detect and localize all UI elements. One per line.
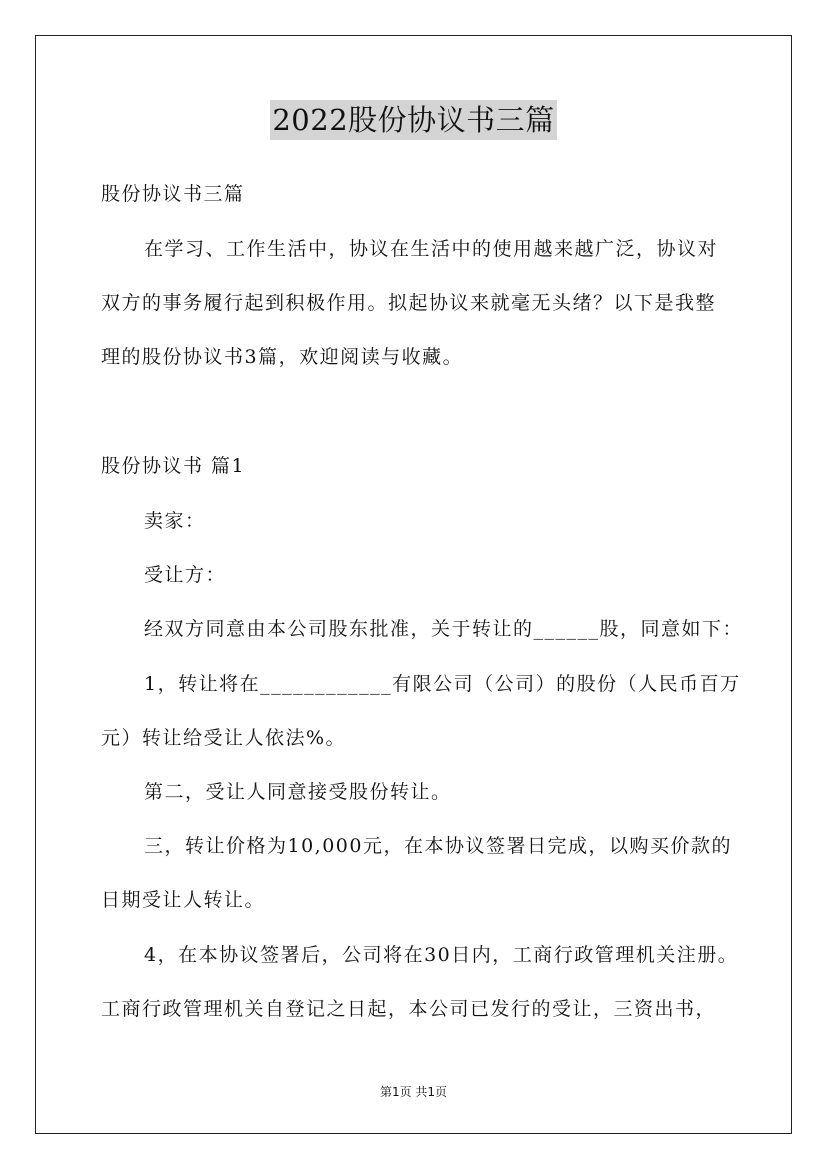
document-subtitle: 股份协议书三篇 <box>101 183 245 205</box>
intro-line-2: 双方的事务履行起到积极作用。拟起协议来就毫无头绪？以下是我整 <box>101 292 717 314</box>
body-line-clause-2: 第二，受让人同意接受股份转让。 <box>144 781 452 803</box>
body-line-agreement: 经双方同意由本公司股东批准，关于转让的______股，同意如下： <box>144 618 744 640</box>
body-line-seller: 卖家： <box>144 510 206 532</box>
title-container <box>0 100 827 140</box>
body-line-clause-3b: 日期受让人转让。 <box>101 889 266 911</box>
body-line-clause-1b: 元）转让给受让人依法%。 <box>101 727 347 749</box>
intro-line-3: 理的股份协议书3篇，欢迎阅读与收藏。 <box>101 346 464 368</box>
section-heading: 股份协议书 篇1 <box>101 455 246 477</box>
body-line-buyer: 受让方： <box>144 564 227 586</box>
body-line-clause-1a: 1，转让将在____________有限公司（公司）的股份（人民币百万 <box>144 673 741 695</box>
body-line-clause-3a: 三，转让价格为10,000元，在本协议签署日完成，以购买价款的 <box>144 835 732 857</box>
body-line-clause-4b: 工商行政管理机关自登记之日起，本公司已发行的受让，三资出书， <box>101 998 717 1020</box>
intro-line-1: 在学习、工作生活中，协议在生活中的使用越来越广泛，协议对 <box>144 238 719 260</box>
page-footer: 第1页 共1页 <box>379 1085 448 1099</box>
document-title: 2022股份协议书三篇 <box>270 100 556 140</box>
body-line-clause-4a: 4，在本协议签署后，公司将在30日内，工商行政管理机关注册。 <box>144 944 739 966</box>
